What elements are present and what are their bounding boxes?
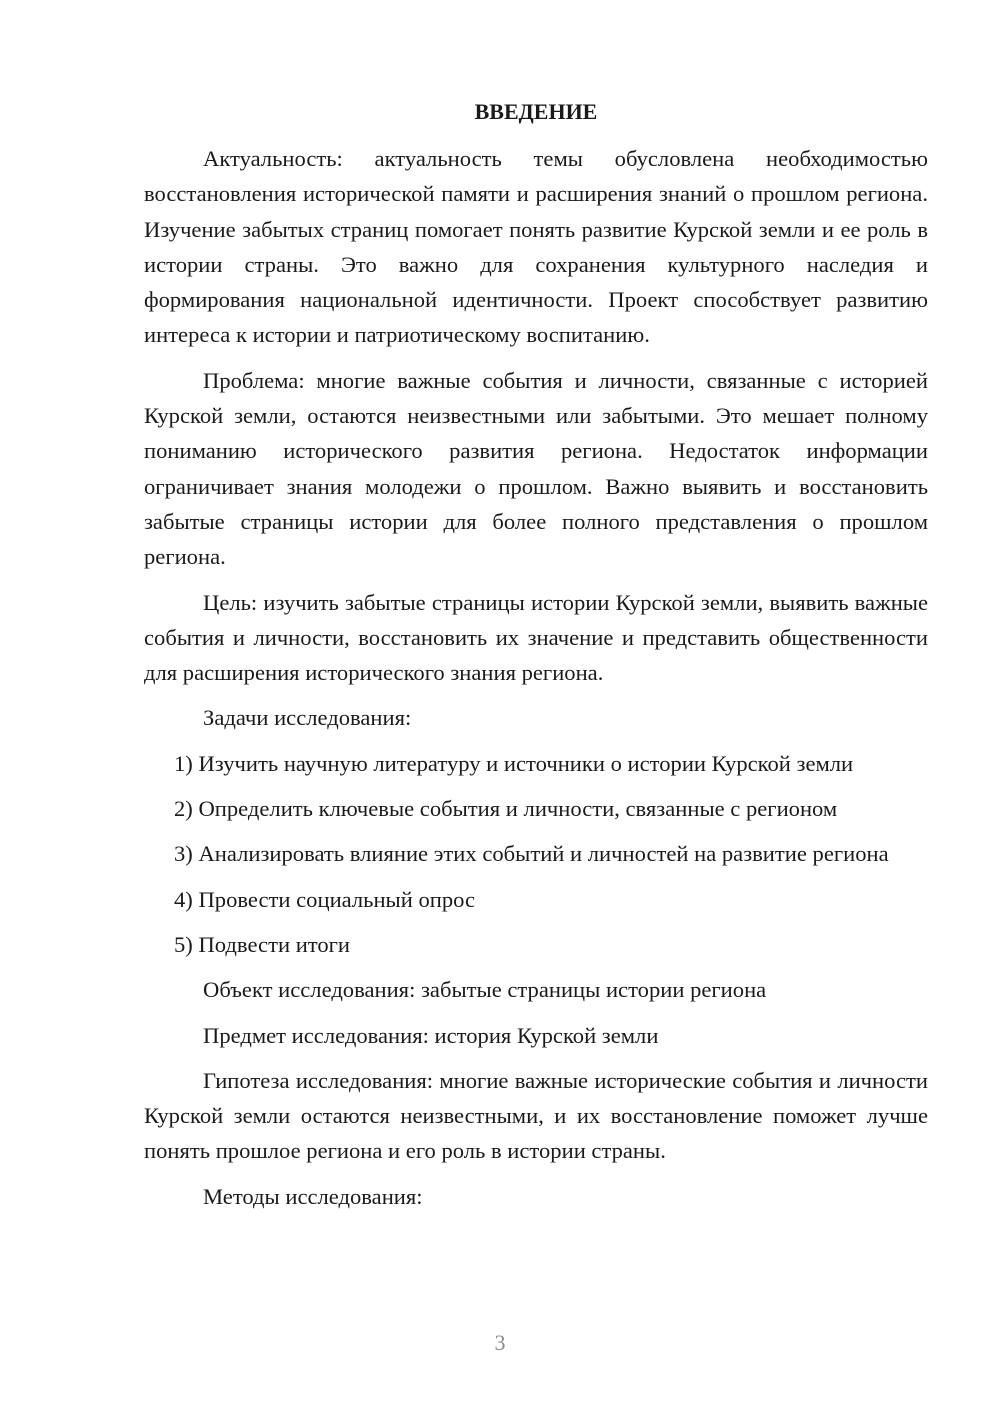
- task-item-1: 1) Изучить научную литературу и источники о истории Курской земли: [174, 750, 854, 776]
- methods-heading: Методы исследования:: [203, 1183, 423, 1209]
- relevance-paragraph: Актуальность: актуальность темы обусловлена необходимостью восстановления исторической памяти и расширения знаний о прошлом региона. Изучение забытых страниц помогает понять развитие Курской земли и ее роль в истории страны. Это важно для сохранения культурного наследия и формирования национальной идентичности. Проект способствует развитию интереса к истории и патриотическому воспитанию.: [144, 146, 928, 348]
- task-item-5: 5) Подвести итоги: [174, 931, 351, 957]
- section-title: ВВЕДЕНИЕ: [474, 99, 598, 124]
- hypothesis-paragraph: Гипотеза исследования: многие важные исторические события и личности Курской земли остаются неизвестными, и их восстановление поможет лучше понять прошлое региона и его роль в истории страны.: [144, 1067, 928, 1164]
- document-body: [144, 94, 928, 1224]
- task-item-2: 2) Определить ключевые события и личности, связанные с регионом: [174, 796, 838, 822]
- task-item-3: 3) Анализировать влияние этих событий и личностей на развитие региона: [174, 841, 889, 867]
- tasks-heading: Задачи исследования:: [203, 705, 412, 731]
- problem-paragraph: Проблема: многие важные события и личности, связанные с историей Курской земли, остаются неизвестными или забытыми. Это мешает полному пониманию исторического развития региона. Недостаток информации ограничивает знания молодежи о прошлом. Важно выявить и восстановить забытые страницы истории для более полного представления о прошлом региона.: [144, 367, 928, 570]
- goal-paragraph: Цель: изучить забытые страницы истории Курской земли, выявить важные события и личности, восстановить их значение и представить общественности для расширения исторического знания региона.: [144, 589, 928, 686]
- page-number: 3: [494, 1330, 506, 1355]
- object-line: Объект исследования: забытые страницы истории региона: [203, 977, 767, 1003]
- task-item-4: 4) Провести социальный опрос: [174, 886, 476, 912]
- subject-line: Предмет исследования: история Курской земли: [203, 1022, 659, 1048]
